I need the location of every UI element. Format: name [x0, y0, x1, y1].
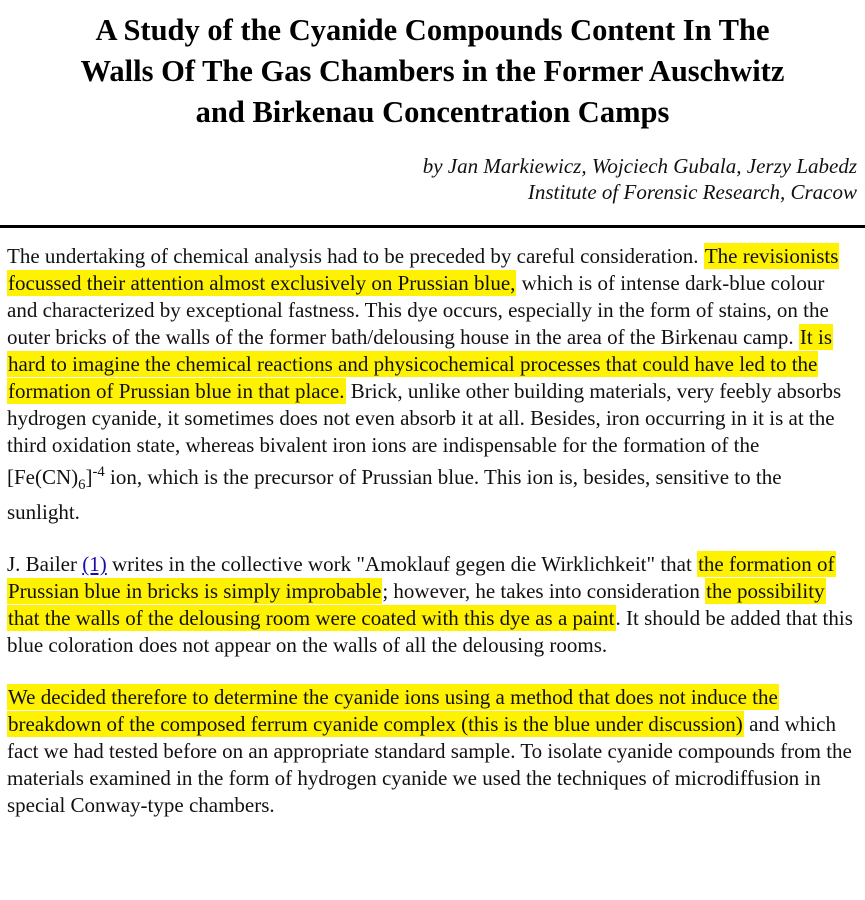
p2-text-2: writes in the collective work "Amoklauf gegen die Wirklichkeit" that	[106, 552, 698, 577]
p3-text-1: and which fact we had tested before on an appropriate standard sample. To isolate cyanide compounds from the materials examined in the form of hydrogen cyanide we used the techniques of microdiffusion in special Conway-type chambers.	[7, 712, 852, 818]
p1-text-3: Brick, unlike other building materials, very feebly absorbs hydrogen cyanide, it sometimes does not even absorb it at all. Besides, iron occurring in it is at the third oxidation state, whereas bivalent iron ions are indispensable for the formation of the	[7, 379, 842, 457]
p1-text-2: which is of intense dark-blue colour and characterized by exceptional fastness. This dye occurs, especially in the form of stains, on the outer bricks of the walls of the former bath/delousing house in the area of the Birkenau camp.	[7, 271, 829, 349]
p2-highlight-2: the possibility that the walls of the delousing room were coated with this dye as a paint	[8, 579, 825, 631]
paragraph-3	[7, 684, 859, 819]
formula-subscript: 6	[78, 477, 86, 494]
p1-text-4: ion, which is the precursor of Prussian blue. This ion is, besides, sensitive to the sunlight.	[7, 465, 782, 525]
article-body	[7, 243, 859, 844]
p3-highlight-1: We decided therefore to determine the cyanide ions using a method that does not induce the breakdown of the composed ferrum cyanide complex (this is the blue under discussion)	[8, 685, 778, 737]
p1-highlight-1: The revisionists focussed their attention almost exclusively on Prussian blue,	[8, 244, 839, 295]
p1-highlight-2: It is hard to imagine the chemical reactions and physicochemical processes that could have led to the formation of Prussian blue in that place.	[8, 325, 833, 403]
formula-base: [Fe(CN)	[7, 465, 79, 489]
authors: by Jan Markiewicz, Wojciech Gubala, Jerzy Labedz	[422, 154, 857, 178]
page-title	[0, 0, 865, 133]
ferrocyanide-formula	[7, 464, 105, 494]
paragraph-2	[7, 551, 859, 659]
reference-link-1[interactable]: (1)	[82, 552, 107, 577]
title-line-2: Walls Of The Gas Chambers in the Former Auschwitz	[80, 54, 785, 88]
byline	[423, 153, 857, 205]
title-line-1: A Study of the Cyanide Compounds Content In The	[95, 13, 770, 47]
institute: Institute of Forensic Research, Cracow	[527, 180, 857, 204]
formula-close: ]	[85, 465, 93, 489]
p2-text-3: ; however, he takes into consideration	[382, 579, 706, 604]
p2-text-4: . It should be added that this blue coloration does not appear on the walls of all the delousing rooms.	[7, 606, 853, 658]
title-line-3: and Birkenau Concentration Camps	[195, 95, 670, 129]
paragraph-1	[7, 243, 859, 526]
formula-superscript: -4	[92, 464, 105, 480]
p1-text-1: The undertaking of chemical analysis had to be preceded by careful consideration.	[7, 244, 704, 268]
p2-highlight-1: the formation of Prussian blue in bricks is simply improbable	[8, 552, 835, 604]
horizontal-rule	[0, 225, 865, 228]
p2-text-1: J. Bailer	[7, 552, 83, 577]
